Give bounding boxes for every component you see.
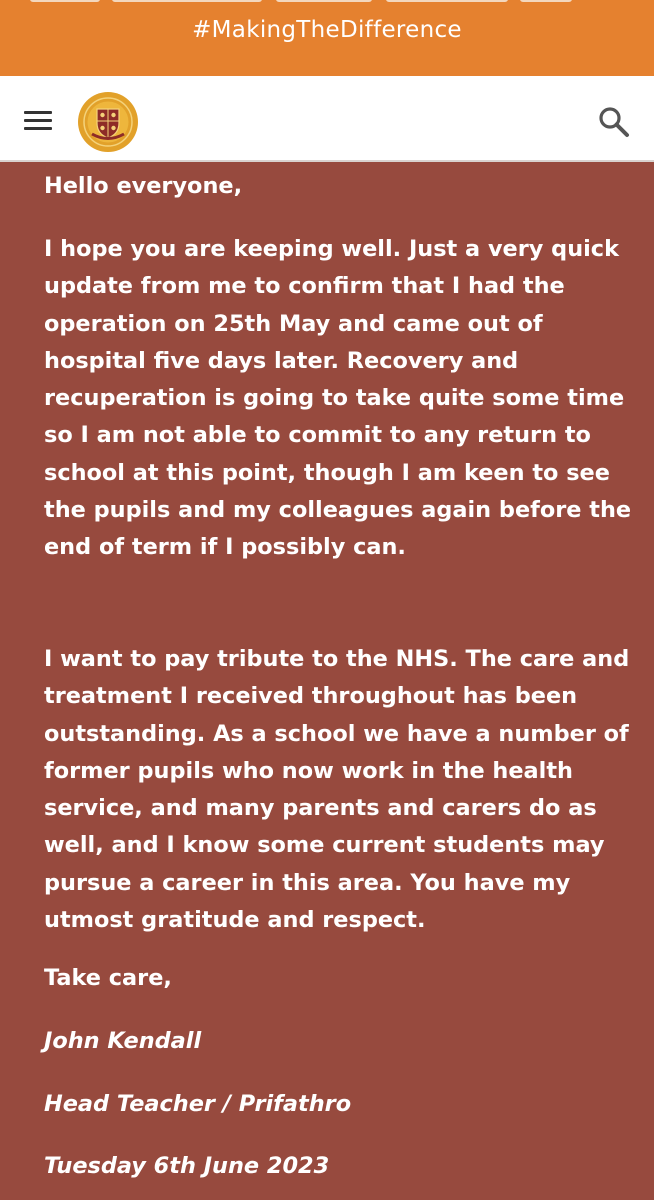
signature-name: John Kendall [44, 1028, 202, 1054]
menu-icon-bar [24, 127, 52, 130]
top-banner [0, 0, 654, 76]
search-icon [594, 102, 634, 142]
school-logo[interactable] [77, 91, 139, 153]
signature-role: Head Teacher / Prifathro [44, 1091, 352, 1117]
school-crest-icon [77, 91, 139, 153]
site-header [0, 76, 654, 162]
signature-date: Tuesday 6th June 2023 [44, 1153, 330, 1179]
banner-hashtag[interactable]: #MakingTheDifference [192, 17, 462, 43]
letter-paragraph-update: I hope you are keeping well. Just a very quick update from me to confirm that I had the operation on 25th May and came out of hospital five days later. Recovery and recuperation is going to take quite some time so I am not able to commit to any return to school at this point, though I am keen to see the pupils and my colleagues again before the end of term if I possibly can. [44, 236, 632, 561]
banner-clipped-heading [0, 0, 654, 4]
letter-paragraph-tribute: I want to pay tribute to the NHS. The care and treatment I received throughout has been outstanding. As a school we have a number of former pupils who now work in the health service, and many parents and carers do as well, and I know some current students may pursue a career in this area. You have my utmost gratitude and respect. [44, 646, 630, 934]
menu-icon-bar [24, 119, 52, 122]
menu-button[interactable] [18, 103, 58, 137]
letter-greeting: Hello everyone, [44, 173, 243, 199]
menu-icon-bar [24, 111, 52, 114]
letter-signoff: Take care, [44, 965, 172, 991]
search-button[interactable] [594, 102, 634, 142]
